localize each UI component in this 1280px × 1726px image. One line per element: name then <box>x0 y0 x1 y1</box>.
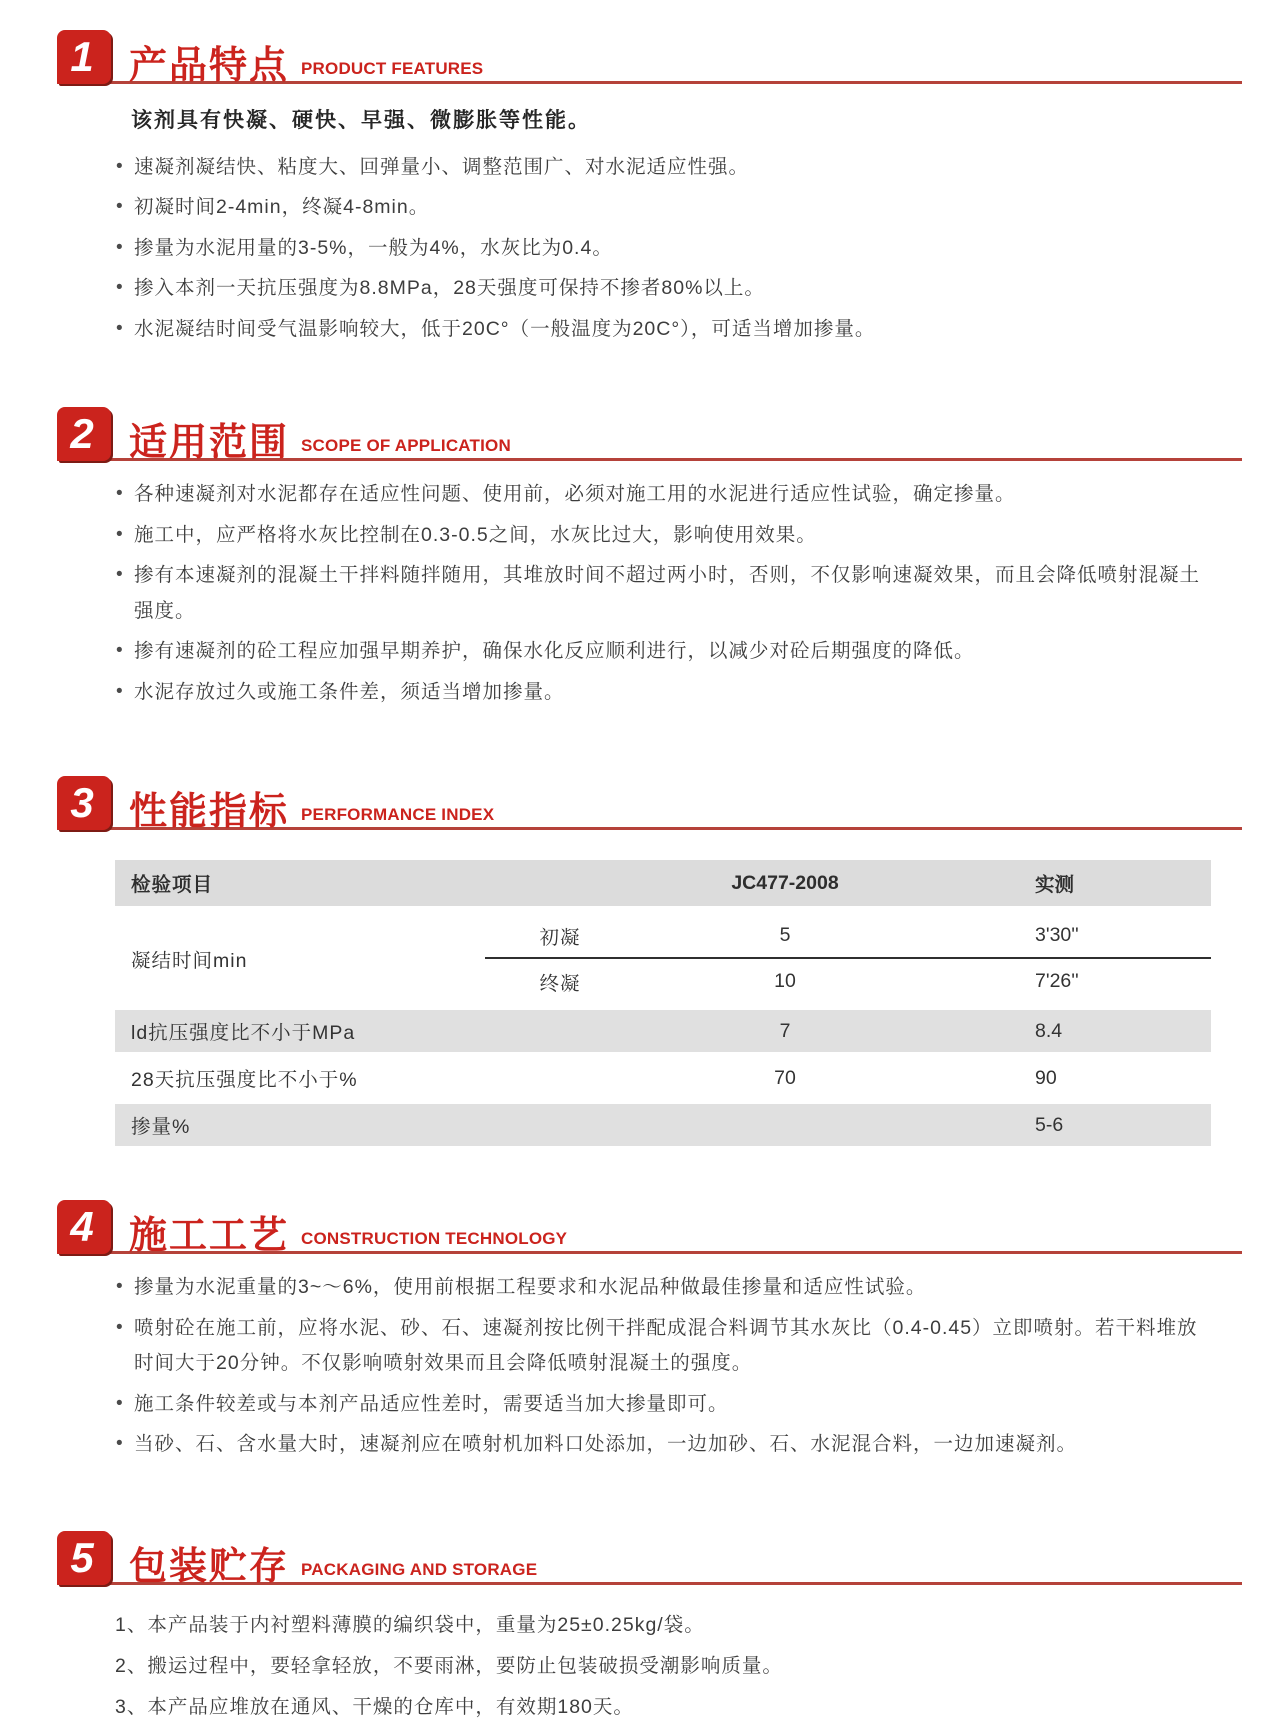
section-3-header <box>57 772 1242 834</box>
section-5-title-en: PACKAGING AND STORAGE <box>301 1559 538 1579</box>
section-1-number-badge <box>57 30 111 84</box>
section-3-number: 3 <box>70 779 94 827</box>
subrow-standard-value: 10 <box>774 970 796 993</box>
section-1-number: 1 <box>70 33 94 80</box>
section-5-header <box>57 1527 1242 1588</box>
subrow-label: 终凝 <box>539 972 581 995</box>
bullet-item: • 喷射砼在施工前，应将水泥、砂、石、速凝剂按比例干拌配成混合料调节其水灰比（0.4-0.45）立即喷射。若干料堆放时间大于20分钟。不仅影响喷射效果而且会降低喷射混凝土的强度。 <box>115 1311 1210 1382</box>
bullet-item: • 施工中，应严格将水灰比控制在0.3-0.5之间，水灰比过大，影响使用效果。 <box>115 518 1210 553</box>
subrow-standard-value: 5 <box>779 924 791 947</box>
section-construction-technology <box>0 1196 1280 1462</box>
section-2-number: 2 <box>70 410 94 458</box>
bullet-item: • 掺量为水泥重量的3~～6%，使用前根据工程要求和水泥品种做最佳掺量和适应性试验。 <box>115 1270 1210 1305</box>
row-item-label: ld抗压强度比不小于MPa <box>131 1022 356 1045</box>
numbered-item: 3、本产品应堆放在通风、干燥的仓库中，有效期180天。 <box>115 1695 634 1718</box>
row-standard-value: 7 <box>779 1019 791 1042</box>
section-2-header <box>57 403 1242 465</box>
section-1-title-cn: 产品特点 <box>129 45 290 87</box>
table-row-setting-time <box>115 914 1211 1004</box>
section-3-title-cn: 性能指标 <box>129 791 290 834</box>
section-2-bullet-list <box>115 477 1210 710</box>
bullet-item: • 当砂、石、含水量大时，速凝剂应在喷射机加料口处添加，一边加砂、石、水泥混合料，一边加速凝剂。 <box>115 1427 1210 1462</box>
section-5-number: 5 <box>70 1533 94 1581</box>
subrow-label: 初凝 <box>539 926 581 949</box>
table-subrow-final-set <box>485 959 1211 1004</box>
bullet-item: • 速凝剂凝结快、粘度大、回弹量小、调整范围广、对水泥适应性强。 <box>115 150 1210 185</box>
section-3-number-badge <box>57 776 111 830</box>
section-4-content <box>115 1270 1210 1462</box>
table-row-dosage <box>115 1104 1211 1146</box>
table-header-row <box>115 860 1211 906</box>
performance-table <box>115 860 1211 1146</box>
subrow-measured-value: 3'30'' <box>1035 924 1079 947</box>
numbered-item: 2、搬运过程中，要轻拿轻放，不要雨淋，要防止包装破损受潮影响质量。 <box>115 1654 783 1677</box>
section-1-bullet-list <box>115 150 1210 347</box>
section-4-bullet-list <box>115 1270 1210 1462</box>
row-measured-value: 5-6 <box>1035 1113 1064 1136</box>
section-4-header <box>57 1196 1242 1258</box>
section-4-title-en: CONSTRUCTION TECHNOLOGY <box>301 1229 568 1249</box>
table-header-item: 检验项目 <box>131 874 214 897</box>
table-header-standard: JC477-2008 <box>731 871 839 894</box>
row-item-label: 28天抗压强度比不小于% <box>131 1069 358 1092</box>
bullet-item: • 各种速凝剂对水泥都存在适应性问题、使用前，必须对施工用的水泥进行适应性试验，确定掺量。 <box>115 477 1210 512</box>
section-4-number-badge <box>57 1200 111 1254</box>
row-standard-value: 70 <box>774 1066 796 1089</box>
table-header-measured: 实测 <box>1035 874 1075 897</box>
section-packaging-and-storage <box>0 1527 1280 1726</box>
section-1-header <box>57 26 1242 87</box>
section-4-title-cn: 施工工艺 <box>129 1215 290 1258</box>
section-5-numbered-list <box>115 1607 1210 1726</box>
section-1-title-en: PRODUCT FEATURES <box>301 59 484 78</box>
section-5-number-badge <box>57 1531 111 1585</box>
section-2-content <box>115 477 1210 710</box>
bullet-item: • 水泥凝结时间受气温影响较大，低于20C°（一般温度为20C°），可适当增加掺量。 <box>115 312 1210 347</box>
numbered-item: 1、本产品装于内衬塑料薄膜的编织袋中，重量为25±0.25kg/袋。 <box>115 1613 705 1636</box>
section-2-title-cn: 适用范围 <box>129 422 290 465</box>
bullet-item: • 水泥存放过久或施工条件差，须适当增加掺量。 <box>115 675 1210 710</box>
bullet-item: • 掺入本剂一天抗压强度为8.8MPa，28天强度可保持不掺者80%以上。 <box>115 271 1210 306</box>
subrow-measured-value: 7'26'' <box>1035 970 1079 993</box>
row-item-label: 掺量% <box>131 1116 191 1139</box>
bullet-item: • 初凝时间2-4min，终凝4-8min。 <box>115 190 1210 225</box>
section-2-number-badge <box>57 407 111 461</box>
bullet-item: • 施工条件较差或与本剂产品适应性差时，需要适当加大掺量即可。 <box>115 1387 1210 1422</box>
section-1-content <box>115 104 1210 347</box>
section-4-number: 4 <box>70 1203 94 1251</box>
section-5-content <box>115 1607 1210 1726</box>
row-measured-value: 90 <box>1035 1066 1057 1089</box>
table-subrow-initial-set <box>485 914 1211 959</box>
setting-time-item-label: 凝结时间min <box>131 950 248 973</box>
section-performance-index <box>0 772 1280 1146</box>
row-measured-value: 8.4 <box>1035 1019 1063 1042</box>
bullet-item: • 掺有速凝剂的砼工程应加强早期养护，确保水化反应顺利进行，以减少对砼后期强度的降低。 <box>115 634 1210 669</box>
setting-time-subrows <box>485 914 1211 1004</box>
table-row-1d-strength <box>115 1010 1211 1052</box>
section-2-title-en: SCOPE OF APPLICATION <box>301 436 511 456</box>
section-scope-of-application <box>0 403 1280 710</box>
table-row-28d-strength <box>115 1057 1211 1099</box>
section-product-features <box>0 26 1280 347</box>
section-3-title-en: PERFORMANCE INDEX <box>301 805 495 825</box>
bullet-item: • 掺量为水泥用量的3-5%，一般为4%，水灰比为0.4。 <box>115 231 1210 266</box>
bullet-item: • 掺有本速凝剂的混凝土干拌料随拌随用，其堆放时间不超过两小时，否则，不仅影响速凝效果，而且会降低喷射混凝土强度。 <box>115 558 1210 629</box>
section-5-title-cn: 包装贮存 <box>129 1545 290 1588</box>
section-1-intro: 该剂具有快凝、硬快、早强、微膨胀等性能。 <box>131 109 591 132</box>
